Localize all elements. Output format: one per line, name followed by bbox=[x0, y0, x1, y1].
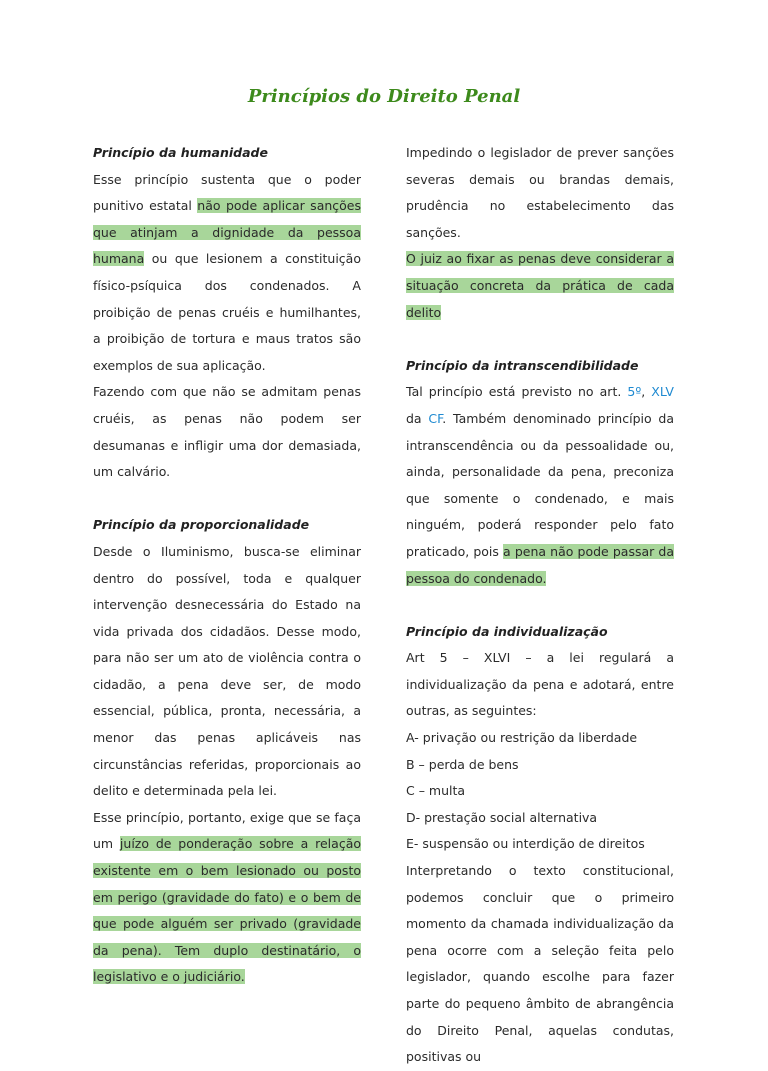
list-item: E- suspensão ou interdição de direitos bbox=[406, 836, 645, 852]
heading-intranscendibilidade: Princípio da intranscendibilidade bbox=[406, 357, 639, 373]
highlighted-text: juízo de ponderação sobre a relação existente em o bem lesionado ou posto em perigo (gravidade do fato) e o bem de que pode alguém ser privado (gravidade da pena). Tem duplo destinatário, o legislativo e o judiciário. bbox=[93, 836, 361, 985]
text-segment: . Também denominado princípio da intranscendência ou da pessoalidade ou, ainda, personalidade da pena, preconiza que somente o condenado, e mais ninguém, poderá responder pelo fato praticado, pois bbox=[406, 410, 674, 559]
link-cf[interactable]: CF bbox=[428, 410, 443, 426]
link-art-5[interactable]: 5º bbox=[627, 384, 642, 400]
paragraph-legislador: Impedindo o legislador de prever sanções severas demais ou brandas demais, prudência no estabelecimento das sanções. bbox=[406, 145, 674, 240]
list-item: B – perda de bens bbox=[406, 756, 519, 772]
highlighted-text: não pode aplicar sanções que atinjam a dignidade da pessoa humana bbox=[93, 198, 361, 267]
text-segment: Esse princípio, portanto, exige que se faça um bbox=[93, 809, 361, 852]
highlighted-text: O juiz ao fixar as penas deve considerar a situação concreta da prática de cada delito bbox=[406, 251, 674, 320]
text-segment: Esse princípio sustenta que o poder punitivo estatal bbox=[93, 171, 361, 214]
text-segment: , bbox=[641, 384, 652, 400]
list-item: D- prestação social alternativa bbox=[406, 809, 598, 825]
link-xlv[interactable]: XLV bbox=[651, 384, 674, 400]
paragraph-juiz bbox=[406, 246, 674, 326]
paragraph-art-5: Art 5 – XLVI – a lei regulará a individualização da pena e adotará, entre outras, as seguintes: bbox=[406, 650, 674, 719]
paragraph-ponderacao bbox=[93, 805, 361, 991]
heading-individualizacao: Princípio da individualização bbox=[406, 623, 608, 639]
text-segment: da bbox=[406, 410, 429, 426]
text-segment: ou que lesionem a constituição físico-psíquica dos condenados. A proibição de penas cruéis e humilhantes, a proibição de tortura e maus tratos são exemplos de sua aplicação. bbox=[93, 251, 361, 373]
list-item: C – multa bbox=[406, 783, 466, 799]
paragraph-iluminismo: Desde o Iluminismo, busca-se eliminar dentro do possível, toda e qualquer intervenção desnecessária do Estado na vida privada dos cidadãos. Desse modo, para não ser um ato de violência contra o cidadão, a pena deve ser, de modo essencial, pública, pronta, necessária, a menor das penas aplicáveis nas circunstâncias referidas, proporcionais ao delito e determinada pela lei. bbox=[93, 543, 361, 799]
text-segment: Tal princípio está previsto no art. bbox=[406, 384, 628, 400]
heading-proporcionalidade: Princípio da proporcionalidade bbox=[93, 517, 310, 533]
paragraph-interpretando: Interpretando o texto constitucional, podemos concluir que o primeiro momento da chamada individualização da pena ocorre com a seleção feita pelo legislador, quando escolhe para fazer parte do pequeno âmbito de abrangência do Direito Penal, aquelas condutas, positivas ou bbox=[406, 863, 674, 1065]
paragraph-intranscendencia bbox=[406, 379, 674, 592]
heading-humanidade: Princípio da humanidade bbox=[93, 145, 268, 160]
highlighted-text: a pena não pode passar da pessoa do condenado. bbox=[406, 543, 674, 586]
right-column bbox=[406, 140, 674, 1071]
paragraph-humanidade bbox=[93, 167, 361, 380]
paragraph-penas-crueis: Fazendo com que não se admitam penas cruéis, as penas não podem ser desumanas e infligir uma dor demasiada, um calvário. bbox=[93, 384, 361, 480]
list-item: A- privação ou restrição da liberdade bbox=[406, 730, 638, 746]
left-column bbox=[93, 140, 361, 991]
page-title: Princípios do Direito Penal bbox=[247, 86, 521, 107]
